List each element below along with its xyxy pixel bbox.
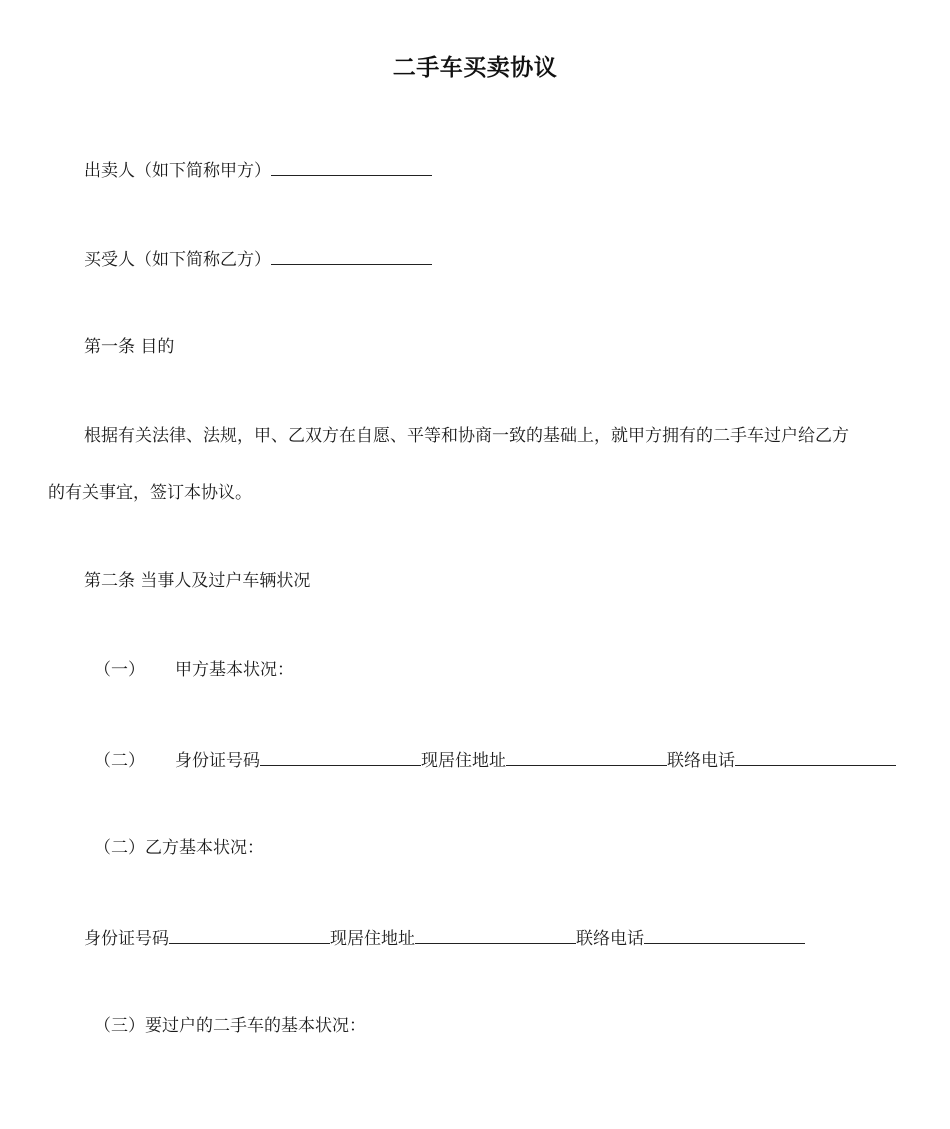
buyer-address-label: 现居住地址 [330,929,415,949]
seller-line [84,158,432,182]
seller-id-blank [260,748,421,766]
buyer-line [84,247,432,271]
buyer-id-blank [169,926,330,944]
buyer-id-label: 身份证号码 [84,929,169,949]
item-number: （二） [94,751,145,771]
article1-text-line2: 的有关事宜，签订本协议。 [48,483,252,503]
seller-status-line [94,659,294,681]
seller-address-label: 现居住地址 [421,751,506,771]
seller-status-label: 甲方基本状况： [175,660,294,680]
article2-heading: 第二条 当事人及过户车辆状况 [84,571,311,591]
buyer-address-blank [415,926,576,944]
seller-blank [271,158,432,176]
vehicle-status-line: （三）要过户的二手车的基本状况： [94,1016,366,1036]
seller-phone-label: 联络电话 [667,751,735,771]
buyer-phone-blank [644,926,805,944]
buyer-blank [271,247,432,265]
seller-id-label: 身份证号码 [175,751,260,771]
buyer-label: 买受人（如下简称乙方） [84,250,271,270]
buyer-details-line [84,926,805,950]
seller-details-line [94,748,896,772]
seller-label: 出卖人（如下简称甲方） [84,161,271,181]
page-title: 二手车买卖协议 [392,55,558,81]
buyer-phone-label: 联络电话 [576,929,644,949]
buyer-status-line: （二）乙方基本状况： [94,838,264,858]
seller-address-blank [506,748,667,766]
item-number: （一） [94,660,145,680]
seller-phone-blank [735,748,896,766]
article1-text-line1: 根据有关法律、法规，甲、乙双方在自愿、平等和协商一致的基础上，就甲方拥有的二手车过户给乙方 [84,426,849,446]
article1-heading: 第一条 目的 [84,337,175,357]
